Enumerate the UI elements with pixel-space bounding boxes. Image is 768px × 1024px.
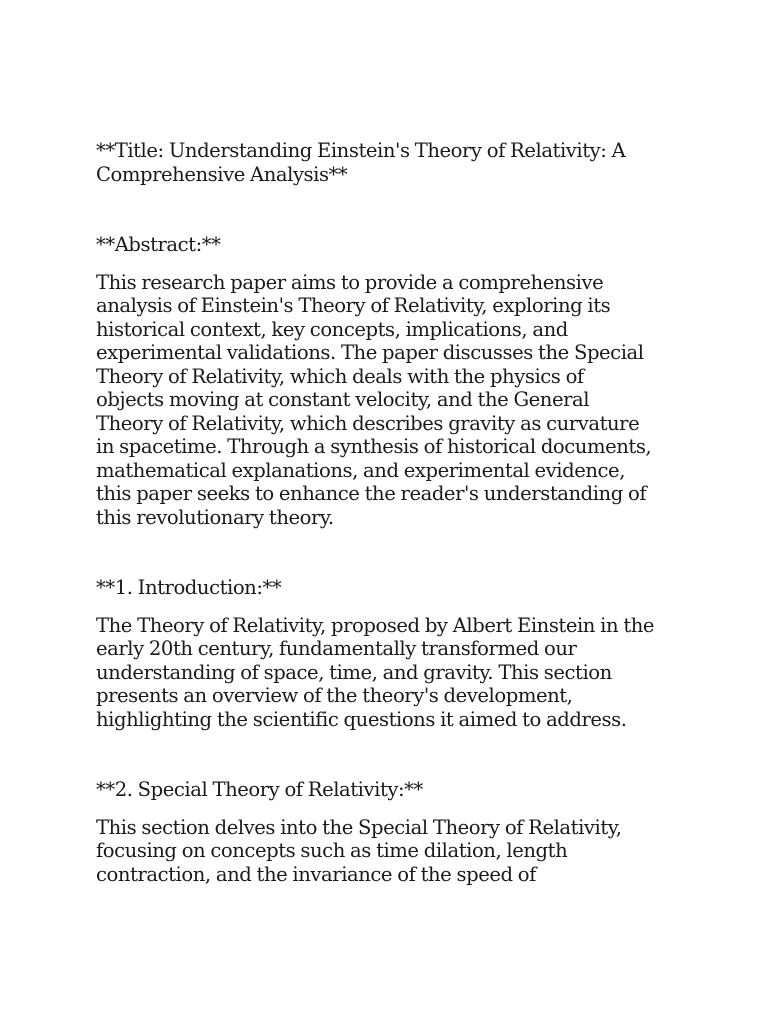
document-title: **Title: Understanding Einstein's Theory of Relativity: A Comprehensive Analysis** [96, 139, 631, 186]
section-text-introduction: The Theory of Relativity, proposed by Albert Einstein in the early 20th century, fundamentally transformed our understanding of space, time, and gravity. This section presents an overview of the theory's development, highlighting the scientific questions it aimed to address. [96, 613, 660, 731]
abstract-text: This research paper aims to provide a comprehensive analysis of Einstein's Theory of Relativity, exploring its historical context, key concepts, implications, and experimental validations. The paper discusses the Special Theory of Relativity, which deals with the physics of objects moving at constant velocity, and the General Theory of Relativity, which describes gravity as curvature in spacetime. Through a synthesis of historical documents, mathematical explanations, and experimental evidence, this paper seeks to enhance the reader's understanding of this revolutionary theory. [96, 270, 657, 529]
section-heading-special-relativity: **2. Special Theory of Relativity:** [96, 778, 423, 801]
section-text-special-relativity: This section delves into the Special Theory of Relativity, focusing on concepts such as time dilation, length contraction, and the invariance of the speed of [96, 815, 627, 886]
document-body [96, 139, 660, 886]
section-heading-introduction: **1. Introduction:** [96, 576, 282, 599]
abstract-heading: **Abstract:** [96, 233, 221, 256]
